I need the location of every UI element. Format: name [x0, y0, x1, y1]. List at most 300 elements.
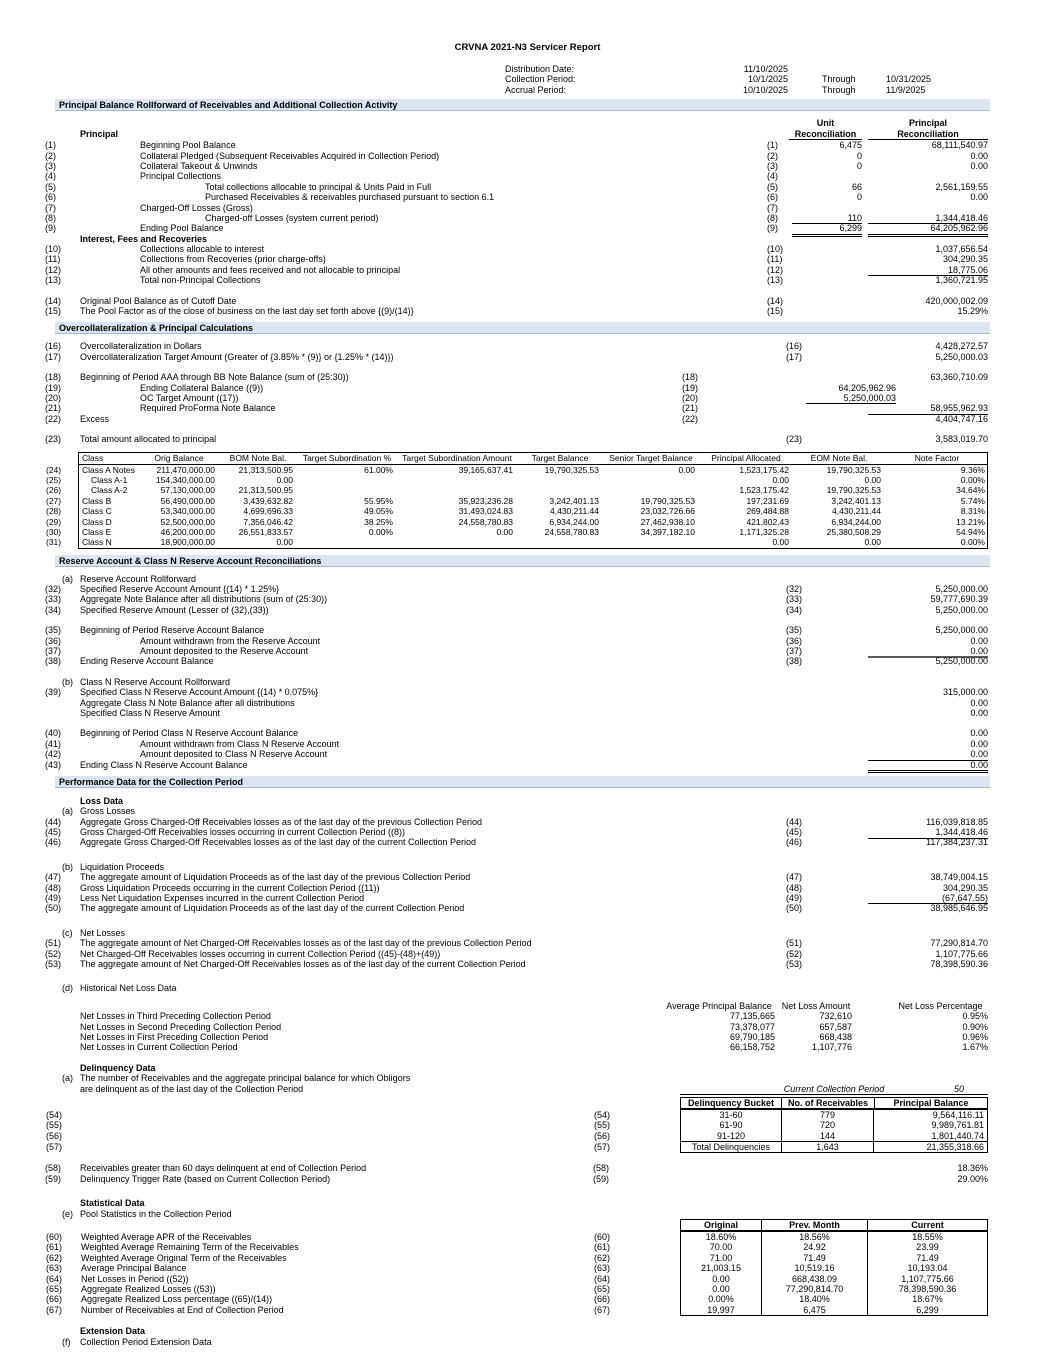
cell	[297, 485, 397, 495]
header-line: Reconciliation	[897, 128, 959, 139]
principal-value: 116,039,818.85	[926, 816, 988, 827]
cell: Class D	[82, 516, 112, 527]
row-label: Collections from Recoveries (prior charge-offs)	[140, 254, 326, 265]
subsection-heading: Interest, Fees and Recoveries	[80, 233, 208, 244]
cell: Class E	[82, 526, 112, 537]
row-number: (5)	[45, 181, 56, 192]
row-ref: (20)	[682, 392, 699, 403]
row-number: (46)	[45, 837, 62, 848]
row-ref: (47)	[786, 872, 803, 883]
row-number: (17)	[45, 351, 62, 362]
row-number: (21)	[45, 403, 62, 414]
row-number: (39)	[45, 687, 62, 698]
row-label: The Pool Factor as of the close of business on the last day set forth above {(9)/(14)}	[80, 306, 414, 317]
row-label: Collection Period Extension Data	[80, 1336, 212, 1347]
stat-cell: 24.92	[761, 1242, 867, 1252]
row-number: (3)	[45, 160, 56, 171]
row-ref: (17)	[786, 351, 803, 362]
row-number: (10)	[45, 244, 62, 255]
receivables-count-cell: 144	[782, 1131, 874, 1141]
stat-cell: 18.67%	[867, 1294, 987, 1304]
cell: 0.00%	[960, 474, 985, 485]
report-row	[0, 983, 1055, 993]
row-label: The aggregate amount of Net Charged-Off Receivables losses as of the last day of the current Collection Period	[80, 959, 526, 969]
net-loss-percentage-value: 0.95%	[962, 1011, 988, 1022]
row-number: (47)	[45, 872, 62, 883]
row-number: (58)	[45, 1163, 62, 1174]
report-row	[0, 1198, 1055, 1208]
report-row	[0, 698, 1055, 708]
row-label: Reserve Account Rollforward	[80, 573, 197, 584]
row-number: (66)	[46, 1294, 63, 1305]
row-ref: (64)	[594, 1273, 611, 1284]
receivables-count-cell: 720	[782, 1120, 874, 1130]
row-label: Total amount allocated to principal	[80, 434, 217, 445]
spacer	[0, 994, 1055, 1001]
stats-row	[46, 1263, 987, 1274]
principal-value: 5,250,000.00	[935, 584, 988, 595]
row-ref: (21)	[682, 403, 699, 414]
stats-table-header	[680, 1219, 988, 1231]
stat-cell: 6,299	[867, 1305, 987, 1315]
row-ref: (18)	[682, 372, 699, 383]
row-number: (20)	[45, 392, 62, 403]
report-row	[0, 827, 1055, 837]
cell: 0.00	[772, 537, 789, 548]
row-ref: (49)	[786, 893, 803, 904]
stat-cell: 18.40%	[761, 1294, 867, 1304]
row-number: (51)	[45, 938, 62, 949]
cell: 211,470,000.00	[156, 464, 215, 475]
row-label: Number of Receivables at End of Collection Period	[81, 1304, 284, 1315]
unit-reconciliation-header	[789, 118, 862, 140]
report-row	[0, 605, 1055, 615]
column-header: EOM Note Bal.	[810, 452, 868, 463]
avg-principal-balance-value: 69,790,185	[729, 1031, 775, 1042]
column-header: Net Loss Percentage	[898, 1000, 983, 1011]
class-table-row	[46, 495, 987, 506]
cell	[397, 485, 517, 495]
cell: 46,200,000.00	[160, 526, 215, 537]
histloss-row	[0, 1022, 1055, 1032]
cell: 27,462,938.10	[640, 516, 695, 527]
row-ref: (36)	[786, 635, 803, 646]
row-number: (7)	[45, 202, 56, 213]
row-label: Weighted Average Original Term of the Receivables	[81, 1252, 287, 1263]
column-header: Average Principal Balance	[666, 1000, 772, 1011]
report-row	[0, 1163, 1055, 1173]
row-number: (23)	[45, 434, 62, 445]
row-number: (12)	[45, 264, 62, 275]
spacer	[0, 914, 1055, 928]
report-row	[0, 393, 1055, 403]
row-label: Amount withdrawn from the Reserve Account	[140, 635, 321, 646]
principal-value: 63,360,710.09	[930, 372, 988, 383]
cell: 23,032,726.66	[640, 506, 695, 517]
principal-value: 0.00	[970, 160, 988, 171]
principal-value: 64,205,962.96	[868, 223, 988, 236]
row-ref: (12)	[767, 264, 784, 275]
cell: 0.00	[864, 474, 881, 485]
row-number: (60)	[46, 1232, 63, 1243]
row-number: (45)	[45, 827, 62, 838]
row-number: (49)	[45, 893, 62, 904]
report-row	[0, 949, 1055, 959]
row-label: Net Losses in Third Preceding Collection Period	[80, 1011, 271, 1022]
row-ref: (38)	[786, 656, 803, 667]
principal-value: 0.00	[970, 192, 988, 203]
row-label: The aggregate amount of Liquidation Proceeds as of the last day of the current Collection Period	[80, 903, 465, 914]
class-table-row	[46, 526, 987, 537]
principal-value: 29.00%	[957, 1173, 988, 1184]
unit-value: 110	[792, 213, 862, 224]
row-number: (50)	[45, 903, 62, 914]
stats-row	[46, 1283, 987, 1294]
row-label: Purchased Receivables & receivables purchased pursuant to section 6.1	[205, 192, 495, 203]
principal-value: 68,111,540.97	[931, 140, 988, 151]
report-row	[0, 872, 1055, 882]
report-row	[0, 938, 1055, 948]
spacer	[0, 424, 1055, 434]
row-label: The aggregate amount of Net Charged-Off Receivables losses as of the last day of the previous Collection Period	[80, 938, 532, 949]
row-number: (31)	[46, 537, 62, 548]
principal-value: 1,107,775.66	[935, 948, 988, 959]
report-header-meta	[0, 64, 1055, 95]
subsection-heading: Statistical Data	[80, 1198, 145, 1209]
principal-value: 4,428,272.57	[935, 341, 988, 352]
stat-cell: 0.00%	[708, 1294, 734, 1305]
row-ref: (65)	[594, 1283, 611, 1294]
row-label: Collateral Pledged (Subsequent Receivables Acquired in Collection Period)	[140, 150, 440, 161]
row-label: Ending Reserve Account Balance	[80, 656, 214, 667]
row-label: Gross Liquidation Proceeds occurring in the current Collection Period ((11))	[80, 882, 380, 893]
spacer	[0, 788, 1055, 796]
row-label: Specified Class N Reserve Account Amount {(14) * 0.075%}	[80, 687, 319, 698]
report-row	[0, 161, 1055, 171]
row-label: Total collections allocable to principal & Units Paid in Full	[205, 181, 432, 192]
row-label: Specified Reserve Account Amount {(14) * 1.25%}	[80, 584, 280, 595]
column-header: Current	[868, 1219, 988, 1231]
class-table-row	[46, 474, 987, 485]
row-letter: (b)	[62, 676, 73, 687]
row-ref: (22)	[682, 413, 699, 424]
meta-value-end: 10/31/2025	[886, 74, 932, 85]
principal-value: 304,290.35	[942, 882, 988, 893]
cell: 56,490,000.00	[160, 495, 215, 506]
row-label: are delinquent as of the last day of the Collection Period	[80, 1083, 304, 1094]
cell: 0.00%	[368, 526, 393, 537]
row-label: Net Losses in Period ((52))	[81, 1273, 189, 1284]
report-row	[0, 203, 1055, 213]
cell	[517, 537, 603, 547]
unit-value: 0	[856, 192, 862, 203]
cell: 53,340,000.00	[160, 506, 215, 517]
principal-value: 3,583,019.70	[935, 434, 988, 445]
row-label: All other amounts and fees received and not allocable to principal	[140, 264, 401, 275]
cell: 54.94%	[956, 526, 985, 537]
row-number: (15)	[45, 306, 62, 317]
row-label: Beginning of Period AAA through BB Note Balance (sum of (25:30))	[80, 372, 349, 383]
row-label: Beginning of Period Class N Reserve Account Balance	[80, 728, 299, 739]
report-row	[0, 434, 1055, 444]
cell: 19,790,325.53	[544, 464, 599, 475]
report-row	[0, 1174, 1055, 1184]
cell: 154,340,000.00	[155, 474, 215, 485]
row-ref: (67)	[594, 1304, 611, 1315]
principal-value: 15.29%	[957, 306, 988, 317]
net-loss-percentage-value: 0.96%	[962, 1031, 988, 1042]
meta-row-accrual-period	[0, 85, 1055, 95]
report-row	[0, 275, 1055, 285]
report-row	[0, 574, 1055, 584]
net-loss-percentage-value: 0.90%	[962, 1021, 988, 1032]
row-label: Aggregate Gross Charged-Off Receivables losses as of the last day of the current Collection Period	[80, 837, 477, 848]
column-header: Delinquency Bucket	[680, 1097, 782, 1109]
principal-value: 117,384,237.31	[926, 837, 988, 848]
cell: 49.05%	[364, 506, 393, 517]
row-number: (27)	[46, 495, 62, 506]
row-number: (14)	[45, 295, 62, 306]
subsection-heading: Loss Data	[80, 795, 124, 806]
stats-row	[46, 1252, 987, 1263]
row-label: Beginning Pool Balance	[140, 140, 236, 151]
cell: 1,523,175.42	[739, 464, 789, 475]
row-ref: (7)	[767, 202, 778, 213]
section-header-bar: Performance Data for the Collection Period	[55, 776, 990, 788]
row-letter: (d)	[62, 983, 73, 994]
report-row	[0, 760, 1055, 770]
report-row	[0, 636, 1055, 646]
report-row	[0, 1326, 1055, 1336]
stat-cell: 0.00	[712, 1273, 730, 1284]
row-number: (4)	[45, 171, 56, 182]
column-header: Note Factor	[914, 452, 960, 463]
row-number: (48)	[45, 882, 62, 893]
class-table-row	[46, 537, 987, 548]
cell: 6,934,244.00	[549, 516, 599, 527]
row-ref: (15)	[767, 306, 784, 317]
row-label: Delinquency Trigger Rate (based on Current Collection Period)	[80, 1173, 331, 1184]
stat-cell: 18.56%	[761, 1232, 867, 1242]
row-letter: (f)	[62, 1336, 71, 1347]
cell: 0.00%	[960, 537, 985, 548]
class-table-row	[46, 464, 987, 475]
row-letter: (e)	[62, 1208, 73, 1219]
row-ref: (62)	[594, 1252, 611, 1263]
row-label: Specified Reserve Amount (Lesser of (32),(33))	[80, 604, 269, 615]
report-row	[0, 182, 1055, 192]
principal-reconciliation-header	[868, 118, 988, 140]
row-number: (37)	[45, 646, 62, 657]
stat-cell: 71.49	[867, 1253, 987, 1263]
row-label: Historical Net Loss Data	[80, 983, 177, 994]
subsection-heading: Extension Data	[80, 1326, 146, 1337]
delinquency-table-header	[680, 1097, 988, 1109]
principal-value: 0.00	[970, 738, 988, 749]
cell	[397, 537, 517, 547]
column-header: Senior Target Balance	[609, 452, 693, 463]
row-number: (65)	[46, 1283, 63, 1294]
row-ref: (16)	[786, 341, 803, 352]
principal-value: 5,250,000.03	[935, 351, 988, 362]
row-number: (29)	[46, 516, 62, 527]
cell: Class B	[82, 495, 112, 506]
row-letter: (a)	[62, 573, 73, 584]
principal-value: 2,561,159.55	[935, 181, 988, 192]
stats-row	[46, 1304, 987, 1315]
cell: 0.00	[772, 474, 789, 485]
report-row	[0, 883, 1055, 893]
cell: 25,380,508.29	[826, 526, 881, 537]
column-header: Target Subordination Amount	[402, 452, 512, 463]
cell	[603, 537, 699, 547]
row-label: Ending Class N Reserve Account Balance	[80, 759, 248, 770]
report-row	[0, 594, 1055, 604]
section-header-bar: Reserve Account & Class N Reserve Account Reconciliations	[55, 555, 990, 567]
principal-value: 1,037,656.54	[935, 244, 988, 255]
report-body	[0, 99, 1055, 1347]
report-row	[0, 383, 1055, 393]
column-header: Principal Allocated	[711, 452, 781, 463]
row-ref: (35)	[786, 625, 803, 636]
report-row	[0, 306, 1055, 316]
row-number: (11)	[45, 254, 61, 265]
meta-row-collection-period	[0, 74, 1055, 84]
row-label: Aggregate Realized Loss percentage ((65)/(14))	[81, 1294, 273, 1305]
row-label: Amount deposited to the Reserve Account	[140, 646, 309, 657]
cell: Class N	[82, 537, 112, 548]
cell: 3,242,401.13	[549, 495, 599, 506]
principal-value: 304,290.35	[942, 254, 988, 265]
row-ref: (5)	[767, 181, 778, 192]
row-label: Class N Reserve Account Rollforward	[80, 676, 231, 687]
histloss-row	[0, 1032, 1055, 1042]
row-ref: (8)	[767, 212, 778, 223]
report-row	[0, 403, 1055, 413]
row-ref: (66)	[594, 1294, 611, 1305]
stat-cell: 23.99	[867, 1242, 987, 1252]
row-number: (59)	[45, 1173, 62, 1184]
row-label: The number of Receivables and the aggregate principal balance for which Obligors	[80, 1073, 411, 1084]
report-row	[0, 151, 1055, 161]
row-label: Aggregate Note Balance after all distributions (sum of (25:30))	[80, 594, 328, 605]
header-line: Principal	[908, 118, 947, 129]
receivables-count-cell: 779	[782, 1110, 874, 1120]
meta-through: Through	[822, 74, 856, 85]
row-label: Amount deposited to Class N Reserve Account	[140, 749, 328, 760]
report-row	[0, 928, 1055, 938]
spacer	[0, 286, 1055, 296]
report-row	[0, 223, 1055, 233]
stat-cell: 71.49	[761, 1253, 867, 1263]
cell	[397, 475, 517, 485]
row-letter: (c)	[62, 927, 73, 938]
row-number: (34)	[45, 604, 62, 615]
row-label: Required ProForma Note Balance	[140, 403, 276, 414]
column-header: BOM Note Bal.	[229, 452, 287, 463]
stat-cell: 0.00	[712, 1283, 730, 1294]
spacer	[0, 848, 1055, 862]
stat-cell: 77,290,814.70	[761, 1284, 867, 1294]
principal-value: 38,985,646.95	[930, 903, 988, 914]
row-number: (32)	[45, 584, 62, 595]
report-row	[0, 893, 1055, 903]
row-number: (67)	[46, 1304, 63, 1315]
meta-through: Through	[822, 84, 856, 95]
net-loss-percentage-value: 1.67%	[962, 1042, 988, 1053]
report-row	[0, 213, 1055, 223]
unit-value: 0	[856, 150, 862, 161]
row-number: (41)	[45, 738, 62, 749]
cell: 3,439,632.82	[243, 495, 293, 506]
row-label: Collateral Takeout & Unwinds	[140, 160, 258, 171]
report-row	[0, 837, 1055, 847]
row-label: Weighted Average APR of the Receivables	[81, 1232, 252, 1243]
principal-value: 0.00	[970, 635, 988, 646]
principal-value: 58,955,962.93	[868, 403, 988, 414]
row-number: (40)	[45, 728, 62, 739]
cell: 19,790,325.53	[640, 495, 695, 506]
cell: 0.00	[276, 537, 293, 548]
cell	[603, 475, 699, 485]
row-number: (57)	[46, 1142, 63, 1153]
report-row	[0, 749, 1055, 759]
row-number: (42)	[45, 749, 62, 760]
unit-value: 66	[851, 181, 862, 192]
column-header: Class	[82, 452, 104, 463]
row-number: (18)	[45, 372, 62, 383]
report-title: CRVNA 2021-N3 Servicer Report	[454, 42, 601, 53]
spacer	[0, 567, 1055, 574]
report-row	[0, 728, 1055, 738]
stat-cell: 19,997	[707, 1304, 735, 1315]
class-table-row	[46, 506, 987, 517]
column-header: Orig Balance	[154, 452, 204, 463]
row-label: Amount withdrawn from Class N Reserve Account	[140, 738, 340, 749]
row-label: Charged-off Losses (system current period)	[205, 212, 379, 223]
section-header-bar: Principal Balance Rollforward of Receivables and Additional Collection Activity	[55, 99, 990, 111]
row-ref: (56)	[594, 1130, 611, 1141]
cell: 55.95%	[364, 495, 393, 506]
row-label: Liquidation Proceeds	[80, 861, 165, 872]
spacer	[0, 1053, 1055, 1063]
column-header: Target Balance	[531, 452, 589, 463]
row-number: (61)	[46, 1242, 63, 1253]
spacer	[0, 969, 1055, 983]
unit-value: 6,299	[792, 223, 862, 236]
bucket-cell: 31-60	[681, 1110, 782, 1120]
column-header: Net Loss Amount	[781, 1000, 851, 1011]
row-ref: (50)	[786, 903, 803, 914]
cell: 269,484.88	[746, 506, 789, 517]
row-ref: (57)	[594, 1142, 611, 1153]
stats-row	[46, 1242, 987, 1253]
meta-value: 10/1/2025	[747, 74, 788, 85]
row-ref: (19)	[682, 382, 699, 393]
row-label: Receivables greater than 60 days delinquent at end of Collection Period	[80, 1163, 367, 1174]
report-row	[0, 656, 1055, 666]
row-number: (24)	[46, 464, 62, 475]
class-table-row	[46, 485, 987, 496]
histloss-row	[0, 1042, 1055, 1052]
spacer	[0, 1316, 1055, 1326]
row-ref: (32)	[786, 584, 803, 595]
cell: 5.74%	[960, 495, 985, 506]
report-row	[0, 903, 1055, 913]
report-row	[0, 739, 1055, 749]
row-number: (35)	[45, 625, 62, 636]
report-row	[0, 140, 1055, 150]
